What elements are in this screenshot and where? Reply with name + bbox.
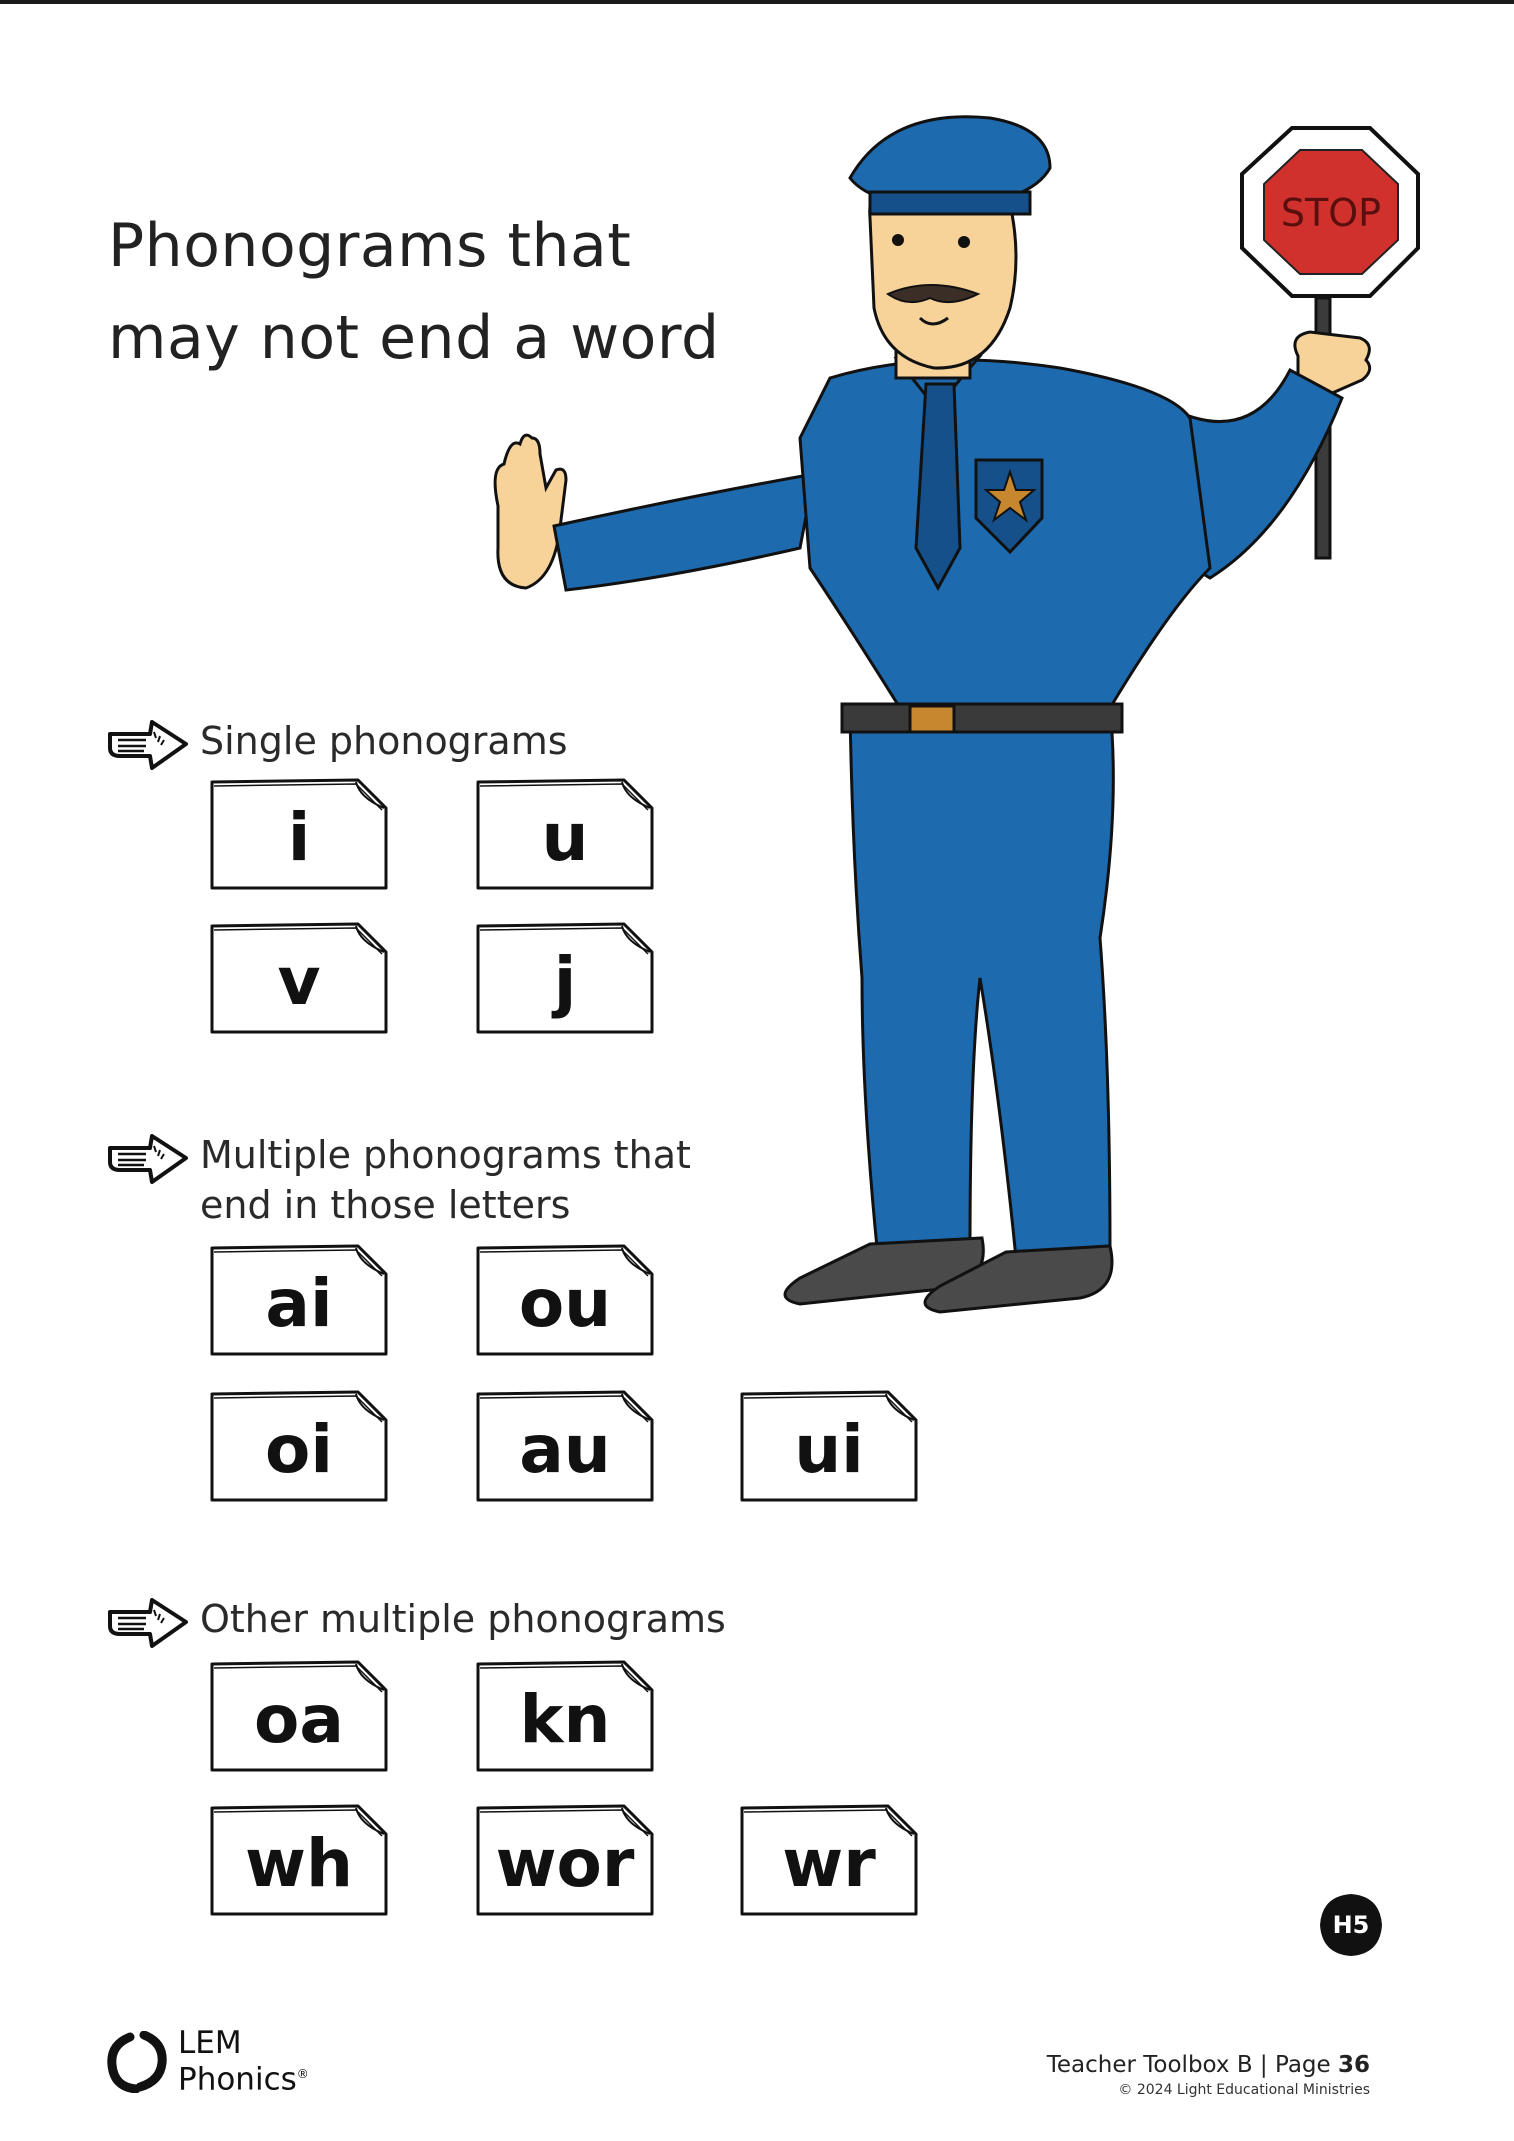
section-label-line-2: end in those letters <box>200 1183 571 1227</box>
phonogram-card <box>210 1660 388 1772</box>
title-line-2: may not end a word <box>108 303 720 373</box>
phonogram-text: oi <box>265 1410 333 1488</box>
pointing-hand-icon <box>106 1132 190 1186</box>
phonogram-card <box>740 1390 918 1502</box>
phonogram-text: wor <box>495 1824 635 1902</box>
phonogram-card <box>210 778 388 890</box>
phonogram-card <box>476 1660 654 1772</box>
stop-sign-text: STOP <box>1280 191 1382 235</box>
phonogram-text: kn <box>519 1680 611 1758</box>
section-label-line-1: Multiple phonograms that <box>200 1133 691 1177</box>
phonogram-card <box>210 1804 388 1916</box>
pointing-hand-icon <box>106 718 190 772</box>
section-label: Single phonograms <box>200 719 568 763</box>
phonogram-text: j <box>553 942 577 1020</box>
phonogram-card <box>210 1390 388 1502</box>
footer-book: Teacher Toolbox B | Page <box>1046 2052 1338 2078</box>
phonogram-text: ou <box>518 1264 612 1342</box>
phonogram-card <box>476 1804 654 1916</box>
section-label: Other multiple phonograms <box>200 1597 726 1641</box>
phonogram-card <box>210 922 388 1034</box>
title-line-1: Phonograms that <box>108 211 632 281</box>
phonogram-card <box>740 1804 918 1916</box>
logo-line-2: Phonics <box>178 2061 297 2098</box>
phonogram-text: ai <box>265 1264 333 1342</box>
lem-logo-icon <box>106 2031 168 2093</box>
phonogram-text: wh <box>245 1824 353 1902</box>
phonogram-text: i <box>287 798 311 876</box>
registered-mark: ® <box>296 2067 309 2081</box>
phonogram-text: u <box>541 798 589 876</box>
page-footer <box>1047 2052 1370 2098</box>
lem-phonics-logo <box>106 2025 309 2098</box>
top-border <box>0 0 1514 4</box>
phonogram-text: ui <box>794 1410 864 1488</box>
phonogram-text: wr <box>782 1824 876 1902</box>
police-officer-illustration <box>470 108 1430 1348</box>
page-number: 36 <box>1337 2052 1370 2078</box>
phonogram-text: oa <box>254 1680 344 1758</box>
phonogram-card <box>210 1244 388 1356</box>
section-heading-other <box>106 1594 726 1650</box>
phonogram-text: v <box>277 942 321 1020</box>
phonogram-card <box>476 1390 654 1502</box>
page-code-badge: H5 <box>1318 1892 1384 1958</box>
pointing-hand-icon <box>106 1596 190 1650</box>
phonogram-text: au <box>519 1410 611 1488</box>
copyright: © 2024 Light Educational Ministries <box>1118 2082 1370 2098</box>
logo-line-1: LEM <box>178 2025 242 2061</box>
